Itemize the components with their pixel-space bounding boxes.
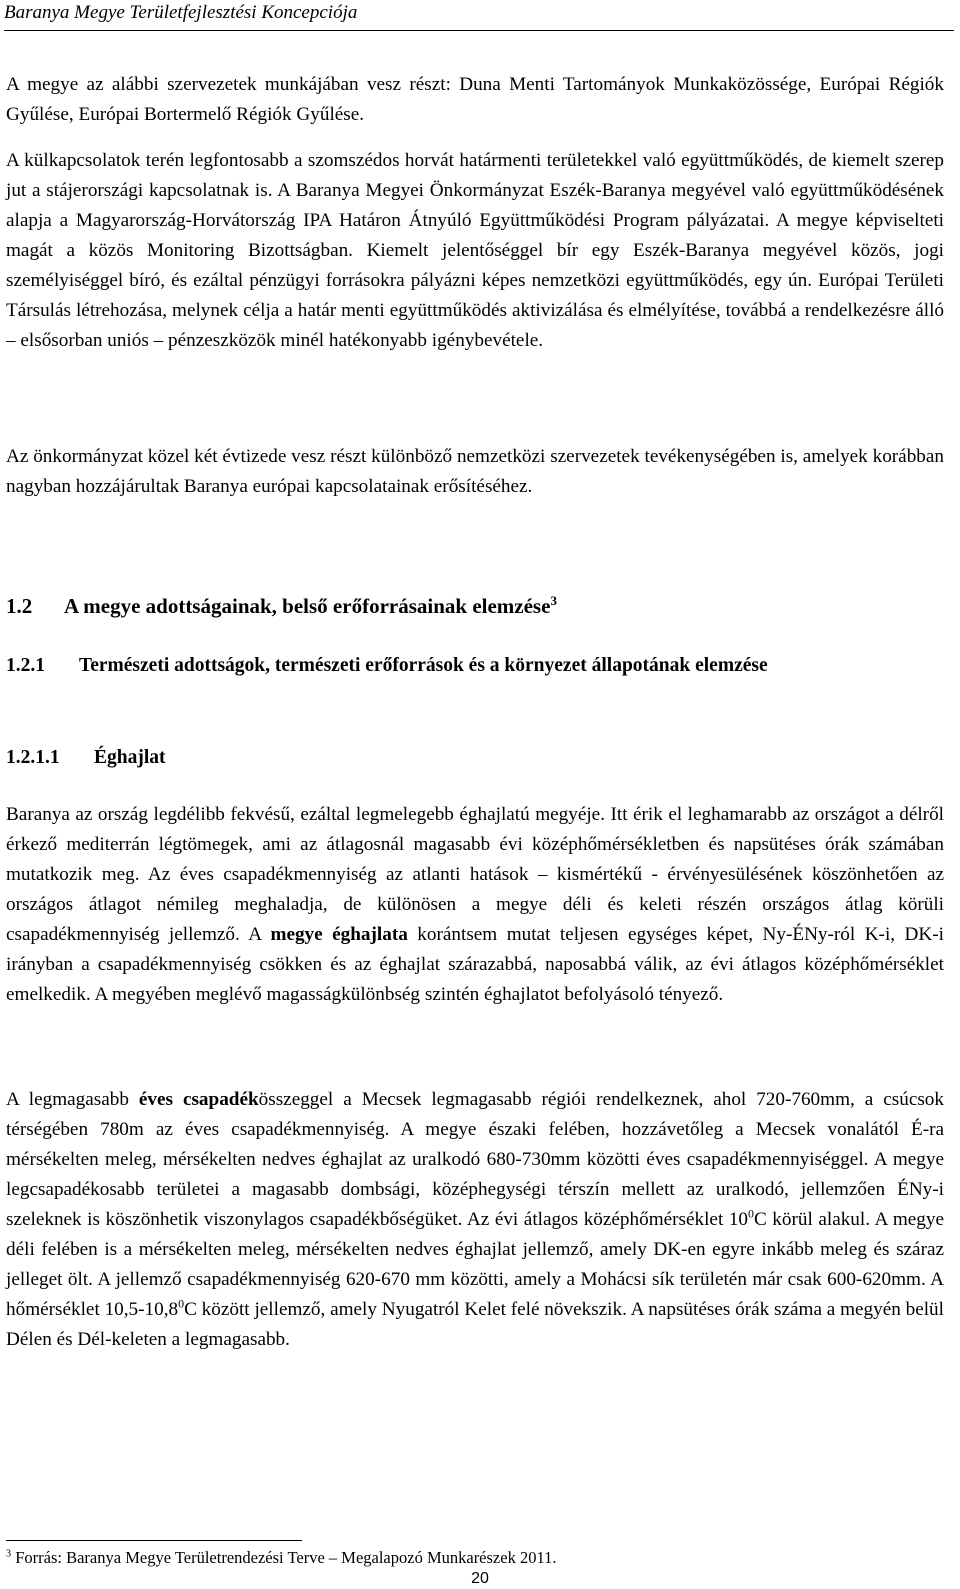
- section-number: 1.2.1: [6, 655, 45, 676]
- paragraph-climate-overview: Baranya az ország legdélibb fekvésű, ezáltal legmelegebb éghajlatú megyéje. Itt érik el leghamarabb az országot a délről érkező mediterrán légtömegek, ami az átlagosnál magasabb évi középhőmérsékletben és napsütéses órák számában mutatkozik meg. Az éves csapadékmennyiség az atlanti hatások – kismértékű - érvényesülésének köszönhetően az országos átlagot némileg meghaladja, de különösen a megye déli és keleti részén országos átlag körüli csapadékmennyiség jellemző. A megye éghajlata korántsem mutat teljesen egységes képet, Ny-ÉNy-ról K-i, DK-i irányban a csapadékmennyiség csökken és az éghajlat szárazabbá, naposabbá válik, az évi átlagos középhőmérséklet emelkedik. A megyében meglévő magasságkülönbség szintén éghajlatot befolyásoló tényező.: [6, 804, 944, 1005]
- section-number: 1.2.1.1: [6, 747, 60, 768]
- header-rule: [4, 30, 954, 31]
- footnote-ref: 3: [550, 593, 557, 608]
- footnote-text: Forrás: Baranya Megye Területrendezési Terve – Megalapozó Munkarészek 2011.: [11, 1548, 557, 1567]
- bold-term: éves csapadék: [138, 1089, 259, 1110]
- footnote: [6, 1548, 556, 1568]
- bold-term: megye éghajlata: [270, 924, 408, 945]
- paragraph-foreign-relations: A külkapcsolatok terén legfontosabb a szomszédos horvát határmenti területekkel való együttműködés, de kiemelt szerep jut a stájerországi kapcsolatnak is. A Baranya Megyei Önkormányzat Eszék-Baranya megyével való együttműködésének alapja a Magyarország-Horvátország IPA Határon Átnyúló Együttműködési Program pályázatai. A megye képviselteti magát a közös Monitoring Bizottságban. Kiemelt jelentőséggel bír egy Eszék-Baranya megyével közös, jogi személyiséggel bíró, és ezáltal pénzügyi forrásokra pályázni képes nemzetközi együttműködés, egy ún. Európai Területi Társulás létrehozása, melynek célja a határ menti együttműködés aktivizálása és elmélyítése, továbbá a rendelkezésre álló – elsősorban uniós – pénzeszközök minél hatékonyabb igénybevétele.: [6, 150, 944, 351]
- footnote-separator: [6, 1540, 302, 1541]
- section-title: Természeti adottságok, természeti erőforrások és a környezet állapotának elemzése: [79, 655, 768, 676]
- paragraph-international-orgs: Az önkormányzat közel két évtizede vesz részt különböző nemzetközi szervezetek tevékenységében is, amelyek korábban nagyban hozzájárultak Baranya európai kapcsolatainak erősítéséhez.: [6, 446, 944, 497]
- section-title: A megye adottságainak, belső erőforrásainak elemzése$^3$: [64, 593, 557, 618]
- footnote-mark: 3: [6, 1548, 12, 1560]
- running-header: Baranya Megye Területfejlesztési Koncepciója: [4, 2, 358, 23]
- section-heading-1-2-1-1: [6, 744, 944, 772]
- page-number: 20: [471, 1570, 489, 1587]
- section-title: Éghajlat: [94, 747, 166, 768]
- section-number: 1.2: [6, 594, 33, 618]
- paragraph-memberships: A megye az alábbi szervezetek munkájában vesz részt: Duna Menti Tartományok Munkaközössége, Európai Régiók Gyűlése, Európai Bortermelő Régiók Gyűlése.: [6, 74, 944, 125]
- section-heading-1-2: [6, 594, 944, 619]
- paragraph-precipitation: A legmagasabb éves csapadékösszeggel a Mecsek legmagasabb régiói rendelkeznek, ahol 720-760mm, a csúcsok térségében 780m az éves csapadékmennyiség. A megye északi felében, hozzávetőleg a Mecsek vonalától É-ra mérsékelten meleg, mérsékelten nedves éghajlat az uralkodó 680-730mm közötti éves csapadékmennyiséggel. A megye legcsapadékosabb területei a magasabb dombsági, középhegységi térszín mellett az uralkodó, jellemzően ÉNy-i szeleknek is köszönhetik viszonylagos csapadékbőségüket. Az évi átlagos középhőmérséklet $10^0C$ körül alakul. A megye déli felében is a mérsékelten meleg, mérsékelten nedves éghajlat jellemző, amely DK-en egyre inkább meleg és száraz jelleget ölt. A jellemző csapadékmennyiség 620-670 mm közötti, amely a Mohácsi sík területén már csak 600-620mm. A hőmérséklet 10,5-10,8$^0$C között jellemző, amely Nyugatról Kelet felé növekszik. A napsütéses órák száma a megyén belül Délen és Dél-keleten a legmagasabb.: [6, 1089, 944, 1350]
- section-heading-1-2-1: [6, 652, 944, 680]
